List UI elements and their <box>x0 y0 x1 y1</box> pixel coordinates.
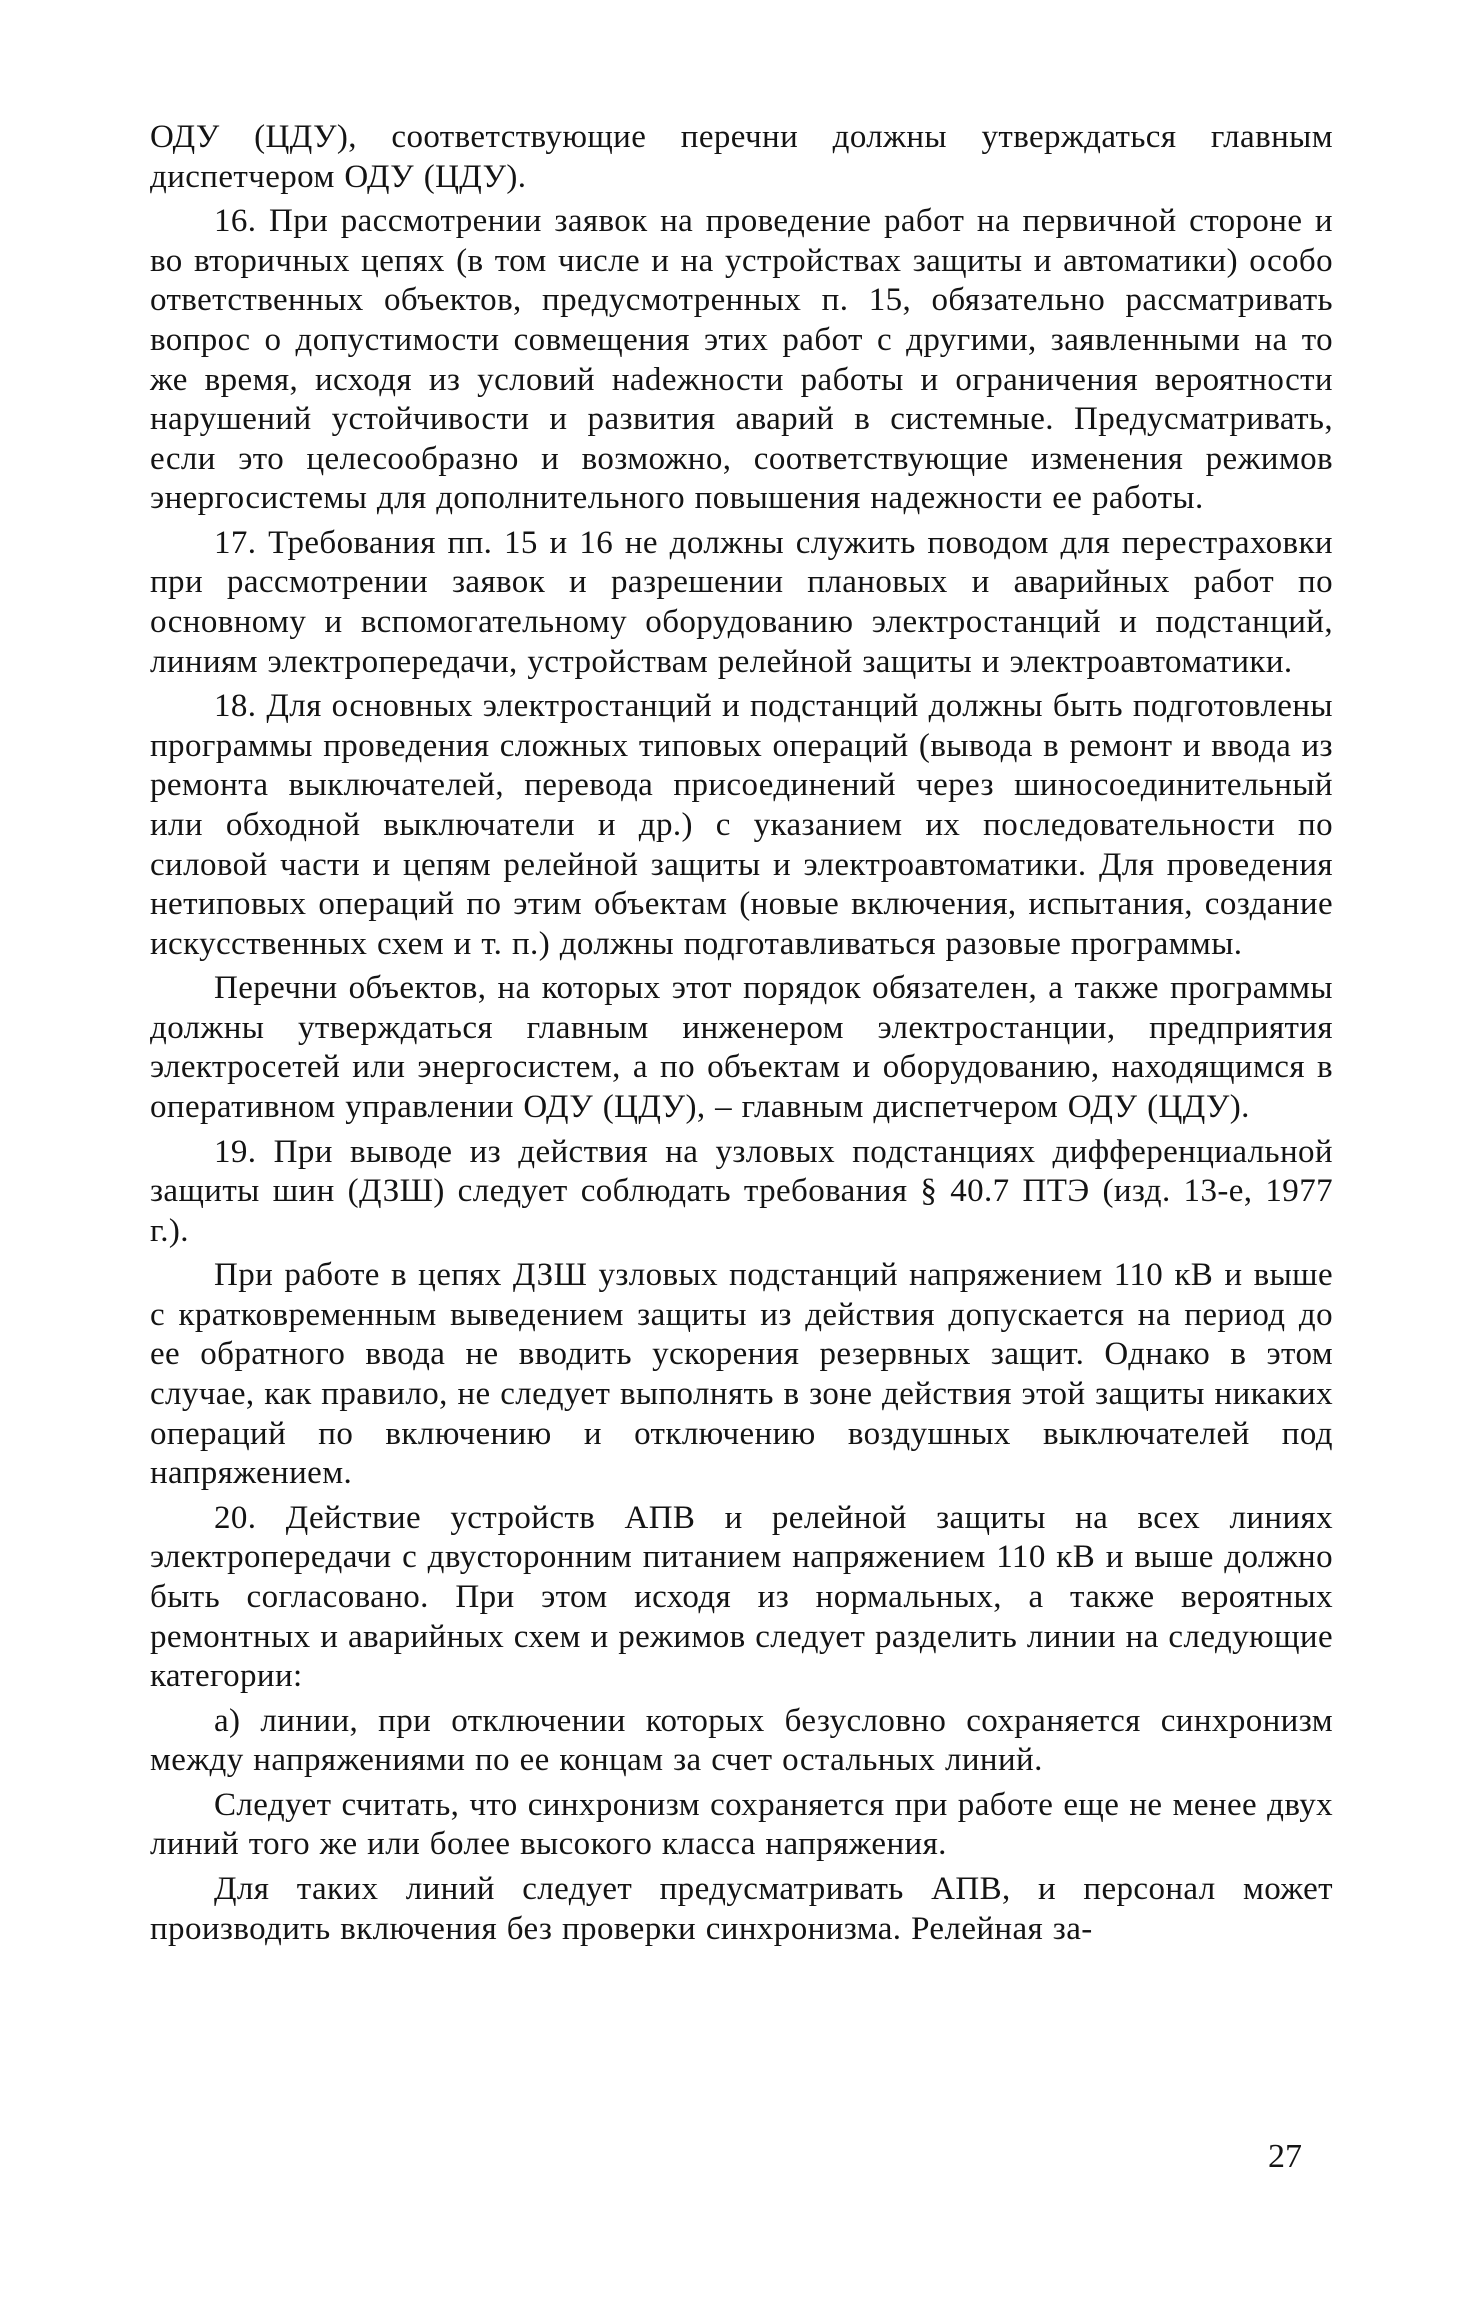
paragraph-apv-lines: Для таких линий следует предусматривать АПВ, и персонал может производить включения без проверки синхронизма. Релейная за- <box>150 1870 1333 1947</box>
paragraph-19: 19. При выводе из действия на узловых подстанциях дифференциальной защиты шин (ДЗШ) следует соблюдать требования § 40.7 ПТЭ (изд. 13-е, 1977 г.). <box>150 1133 1333 1249</box>
paragraph-continuation-odu: ОДУ (ЦДУ), соответствующие перечни должны утверждаться главным диспетчером ОДУ (ЦДУ). <box>150 119 1333 195</box>
paragraph-18: 18. Для основных электростанций и подстанций должны быть подготовлены программы проведения сложных типовых операций (вывода в ремонт и ввода из ремонта выключателей, перевода присоединений через шиносоединительный или обходной выключатели и др.) с указанием их последовательности по силовой части и цепям релейной защиты и электроавтоматики. Для проведения нетиповых операций по этим объектам (новые включения, испытания, создание искусственных схем и т. п.) должны подготавливаться разовые программы. <box>150 688 1333 962</box>
paragraph-18-object-lists: Перечни объектов, на которых этот порядок обязателен, а также программы должны утверждаться главным инженером электростанции, предприятия электросетей или энергосистем, а по объектам и оборудованию, находящимся в оперативном управлении ОДУ (ЦДУ), – главным диспетчером ОДУ (ЦДУ). <box>150 970 1333 1125</box>
document-body <box>150 118 1333 1949</box>
paragraph-19-dzsh-work: При работе в цепях ДЗШ узловых подстанций напряжением 110 кВ и выше с кратковременным выведением защиты из действия допускается на период до ее обратного ввода не вводить ускорения резервных защит. Однако в этом случае, как правило, не следует выполнять в зоне действия этой защиты никаких операций по включению и отключению воздушных выключателей под напряжением. <box>150 1257 1333 1492</box>
paragraph-20-item-a: а) линии, при отключении которых безусловно сохраняется синхронизм между напряжениями по ее концам за счет остальных линий. <box>150 1702 1333 1779</box>
paragraph-16: 16. При рассмотрении заявок на проведение работ на первичной стороне и во вторичных цепях (в том числе и на устройствах защиты и автоматики) особо ответственных объектов, предусмотренных п. 15, обязательно рассматривать вопрос о допустимости совмещения этих работ с другими, заявленными на то же время, исходя из условий наdежности работы и ограничения вероятности нарушений устойчивости и развития аварий в системные. Предусматривать, если это целесообразно и возможно, соответствующие изменения режимов энергосистемы для дополнительного повышения надежности ее работы. <box>150 203 1333 517</box>
paragraph-17: 17. Требования пп. 15 и 16 не должны служить поводом для перестраховки при рассмотрении заявок и разрешении плановых и аварийных работ по основному и вспомогательному оборудованию электростанций и подстанций, линиям электропередачи, устройствам релейной защиты и электроавтоматики. <box>150 524 1333 680</box>
page-number: 27 <box>1268 2138 1302 2175</box>
paragraph-synchronism: Следует считать, что синхронизм сохраняется при работе еще не менее двух линий того же или более высокого класса напряжения. <box>150 1786 1333 1863</box>
paragraph-20: 20. Действие устройств АПВ и релейной защиты на всех линиях электропередачи с двусторонним питанием напряжением 110 кВ и выше должно быть согласовано. При этом исходя из нормальных, а также вероятных ремонтных и аварийных схем и режимов следует разделить линии на следующие категории: <box>150 1499 1333 1695</box>
